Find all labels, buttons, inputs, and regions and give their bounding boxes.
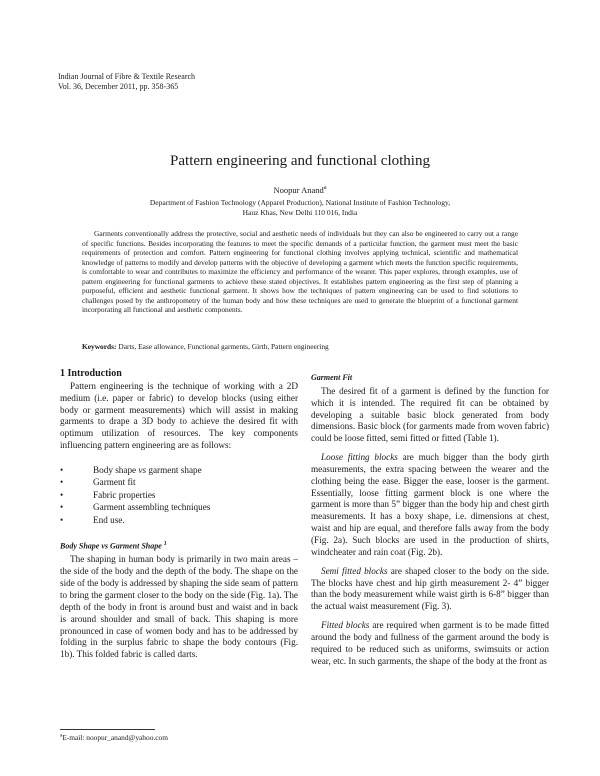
- subheading-body-shape: Body Shape vs Garment Shape $^1$: [60, 540, 167, 551]
- intro-paragraph: Pattern engineering is the technique of working with a 2D medium (i.e. paper or fabric) to develop blocks (using either body or garment measurements) which will assist in making garments to drape a 3D body to achieve the desired fit with optimum utilization of resources. The key components influencing pattern engineering are as follows:: [60, 380, 298, 451]
- author-mark: a: [323, 185, 327, 192]
- footnote-mark: a: [60, 733, 63, 739]
- list-item: • End use.: [60, 514, 125, 525]
- bullet-icon: •: [60, 464, 64, 475]
- semi-fitted-paragraph: Semi fitted blocks are shaped closer to the body on the side. The blocks have chest and hip girth measurement 2- 4” bigger than the body measurement while waist girth is 6-8” bigger than the actual waist measurement (Fig. 3).: [311, 565, 550, 612]
- fitted-paragraph: Fitted blocks are required when garment is to be made fitted around the body and fullness of the garment around the body is required to be reduced such as uniforms, swimsuits or action wear, etc. In such garments, the shape of the body at the front as: [311, 620, 549, 666]
- subheading-ref: 1: [163, 540, 167, 547]
- loose-fitting-paragraph: Loose fitting blocks are much bigger than the body girth measurements, the extra spacing between the wearer and the clothing being the ease. Bigger the ease, looser is the garment. Essentially, loose fitting garment block is one where the garment is more than 5” bigger than the body hip and chest girth measurements. It has a boxy shape, i.e. dimensions at chest, waist and hip are equal, and therefore falls away from the body (Fig. 2a). Such blocks are used in the production of shirts, windcheater and rain coat (Fig. 2b).: [311, 452, 549, 557]
- bullet-icon: •: [60, 489, 64, 500]
- journal-header: [58, 72, 195, 92]
- garment-fit-paragraph: The desired fit of a garment is defined by the function for which it is intended. The required fit can be obtained by developing a suitable basic block generated from body dimensions. Basic block (for garments made from woven fabric) could be loose fitted, semi fitted or fitted (Table 1).: [311, 385, 549, 444]
- list-item: • Garment assembling techniques: [60, 502, 211, 513]
- subheading-garment-fit: Garment Fit: [311, 373, 353, 382]
- list-item: • Garment fit: [60, 477, 136, 488]
- footnote-email: E-mail: noopur_anand@yahoo.com: [62, 733, 168, 742]
- bullet-icon: •: [60, 477, 64, 488]
- bullet-icon: •: [60, 514, 64, 525]
- affiliation-line-1: Department of Fashion Technology (Apparel Production), National Institute of Fashion Technology,: [149, 198, 451, 207]
- list-item: • Fabric properties: [60, 489, 156, 500]
- body-shape-paragraph: The shaping in human body is primarily in two main areas – the side of the body and the depth of the body. The shape on the side of the body is addressed by shaping the side seam of pattern to bring the garment closer to the body on the side (Fig. 1a). The depth of the body in front is around bust and waist and in back is around shoulder and small of back. This shaping is more pronounced in case of women body and has to be addressed by folding in the surplus fabric to shape the body contours (Fig. 1b). This folded fabric is called darts.: [60, 554, 298, 660]
- journal-volume: Vol. 36, December 2011, pp. 358-365: [58, 82, 179, 91]
- keywords-label: Keywords:: [82, 342, 117, 351]
- components-list: [60, 464, 298, 526]
- right-column: [311, 372, 549, 667]
- affiliation-line-2: Hauz Khas, New Delhi 110 016, India: [242, 208, 358, 217]
- bullet-icon: •: [60, 502, 64, 513]
- author-line: [0, 185, 600, 195]
- footnote-divider: [60, 729, 155, 730]
- keywords-text: Darts, Ease allowance, Functional garments, Girth, Pattern engineering: [118, 342, 329, 351]
- keywords: [82, 342, 518, 351]
- journal-name: Indian Journal of Fibre & Textile Research: [58, 72, 196, 81]
- left-column: [60, 368, 298, 661]
- list-item: • Body shape vs garment shape: [60, 464, 202, 475]
- author-name: Noopur Anand: [273, 185, 324, 195]
- section-heading-introduction: 1 Introduction: [60, 368, 122, 379]
- paper-title: Pattern engineering and functional clothing: [170, 153, 430, 169]
- footnote: [60, 733, 168, 742]
- abstract: Garments conventionally address the protective, social and aesthetic needs of individuals but they can also be engineered to carry out a range of specific functions. Besides incorporating the features to meet the specific demands of a particular function, the garment must meet the basic requirements of protection and comfort. Pattern engineering for functional clothing involves applying technical, scientific and mathematical knowledge of patterns to modify and develop patterns with the objective of developing a garment which meets the function specific requirements, is comfortable to wear and contributes to maximize the efficiency and performance of the wearer. This paper explores, through examples, use of pattern engineering for functional garments to achieve these stated objectives. It establishes pattern engineering as the first step of planning a purposeful, efficient and aesthetic functional garment. It shows how the techniques of pattern engineering can be used to find solutions to challenges posed by the anthropometry of the human body and how these techniques are used to generate the blueprint of a functional garment incorporating all functional and aesthetic components.: [82, 229, 518, 315]
- affiliation: [100, 198, 500, 218]
